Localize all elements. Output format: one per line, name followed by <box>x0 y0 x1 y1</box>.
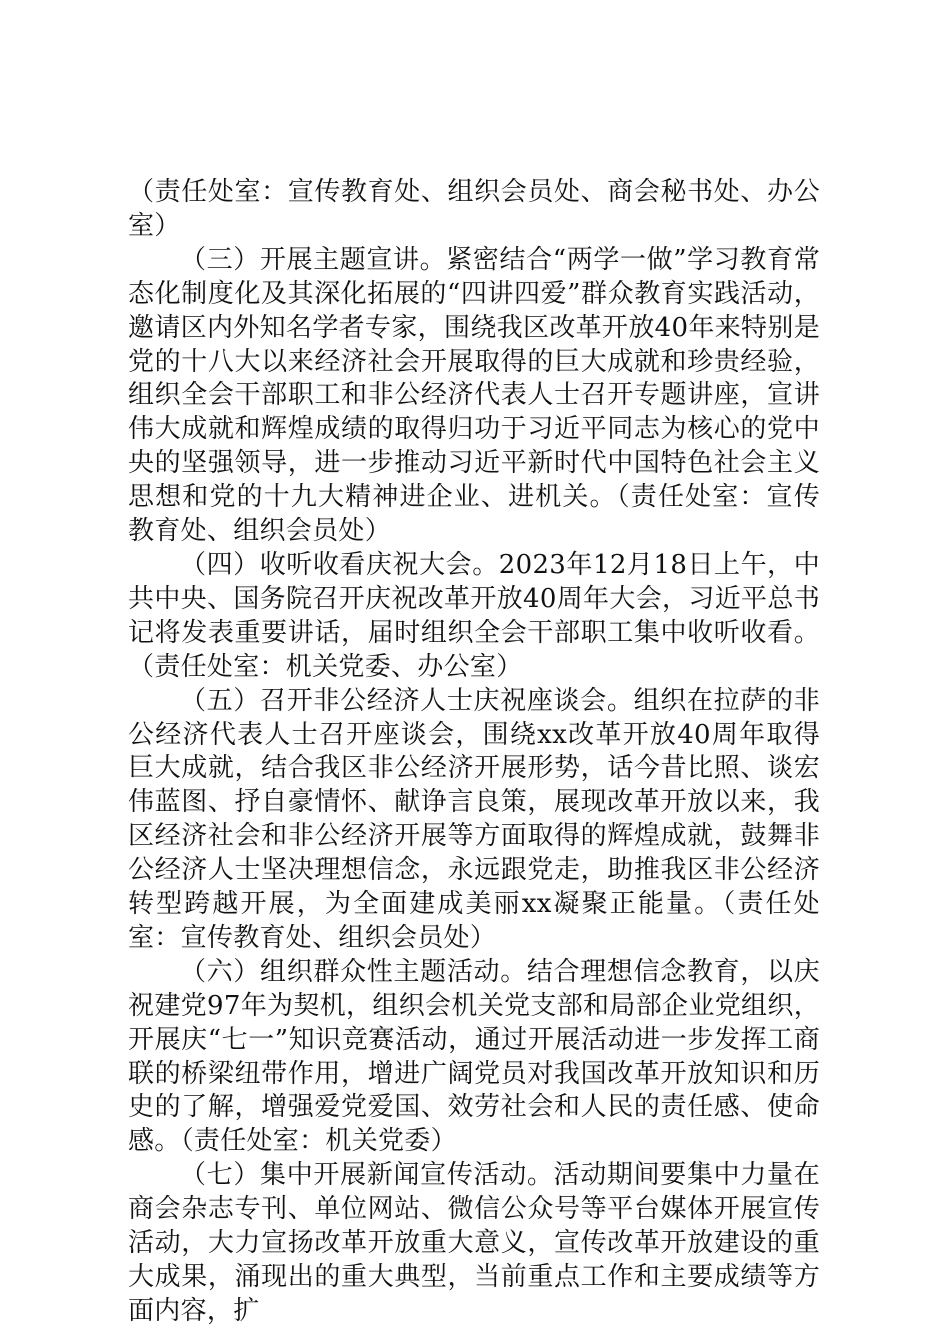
section-five-paragraph: （五）召开非公经济人士庆祝座谈会。组织在拉萨的非公经济代表人士召开座谈会，围绕xx改革开放40周年取得巨大成就，结合我区非公经济开展形势，话今昔比照、谈宏伟蓝图、抒自豪情怀、献诤言良策，展现改革开放以来，我区经济社会和非公经济开展等方面取得的辉煌成就，鼓舞非公经济人士坚决理想信念，永远跟党走，助推我区非公经济转型跨越开展，为全面建成美丽xx凝聚正能量。（责任处室：宣传教育处、组织会员处） <box>128 685 820 953</box>
section-seven-paragraph: （七）集中开展新闻宣传活动。活动期间要集中力量在商会杂志专刊、单位网站、微信公众号等平台媒体开展宣传活动，大力宣扬改革开放重大意义，宣传改革开放建设的重大成果，涌现出的重大典型，当前重点工作和主要成绩等方面内容，扩 <box>128 1160 820 1326</box>
document-body <box>128 176 820 1329</box>
responsibility-note-paragraph: （责任处室：宣传教育处、组织会员处、商会秘书处、办公室） <box>128 177 820 241</box>
section-four-paragraph: （四）收听收看庆祝大会。2023年12月18日上午，中共中央、国务院召开庆祝改革开放40周年大会，习近平总书记将发表重要讲话，届时组织全会干部职工集中收听收看。（责任处室：机关党委、办公室） <box>128 549 820 682</box>
section-three-paragraph: （三）开展主题宣讲。紧密结合“两学一做”学习教育常态化制度化及其深化拓展的“四讲四爱”群众教育实践活动，邀请区内外知名学者专家，围绕我区改革开放40年来特别是党的十八大以来经济社会开展取得的巨大成就和珍贵经验，组织全会干部职工和非公经济代表人士召开专题讲座，宣讲伟大成就和辉煌成绩的取得归功于习近平同志为核心的党中央的坚强领导，进一步推动习近平新时代中国特色社会主义思想和党的十九大精神进企业、进机关。（责任处室：宣传教育处、组织会员处） <box>128 244 820 547</box>
section-six-paragraph: （六）组织群众性主题活动。结合理想信念教育，以庆祝建党97年为契机，组织会机关党支部和局部企业党组织，开展庆“七一”知识竞赛活动，通过开展活动进一步发挥工商联的桥梁纽带作用，增进广阔党员对我国改革开放知识和历史的了解，增强爱党爱国、效劳社会和人民的责任感、使命感。（责任处室：机关党委） <box>128 956 820 1157</box>
